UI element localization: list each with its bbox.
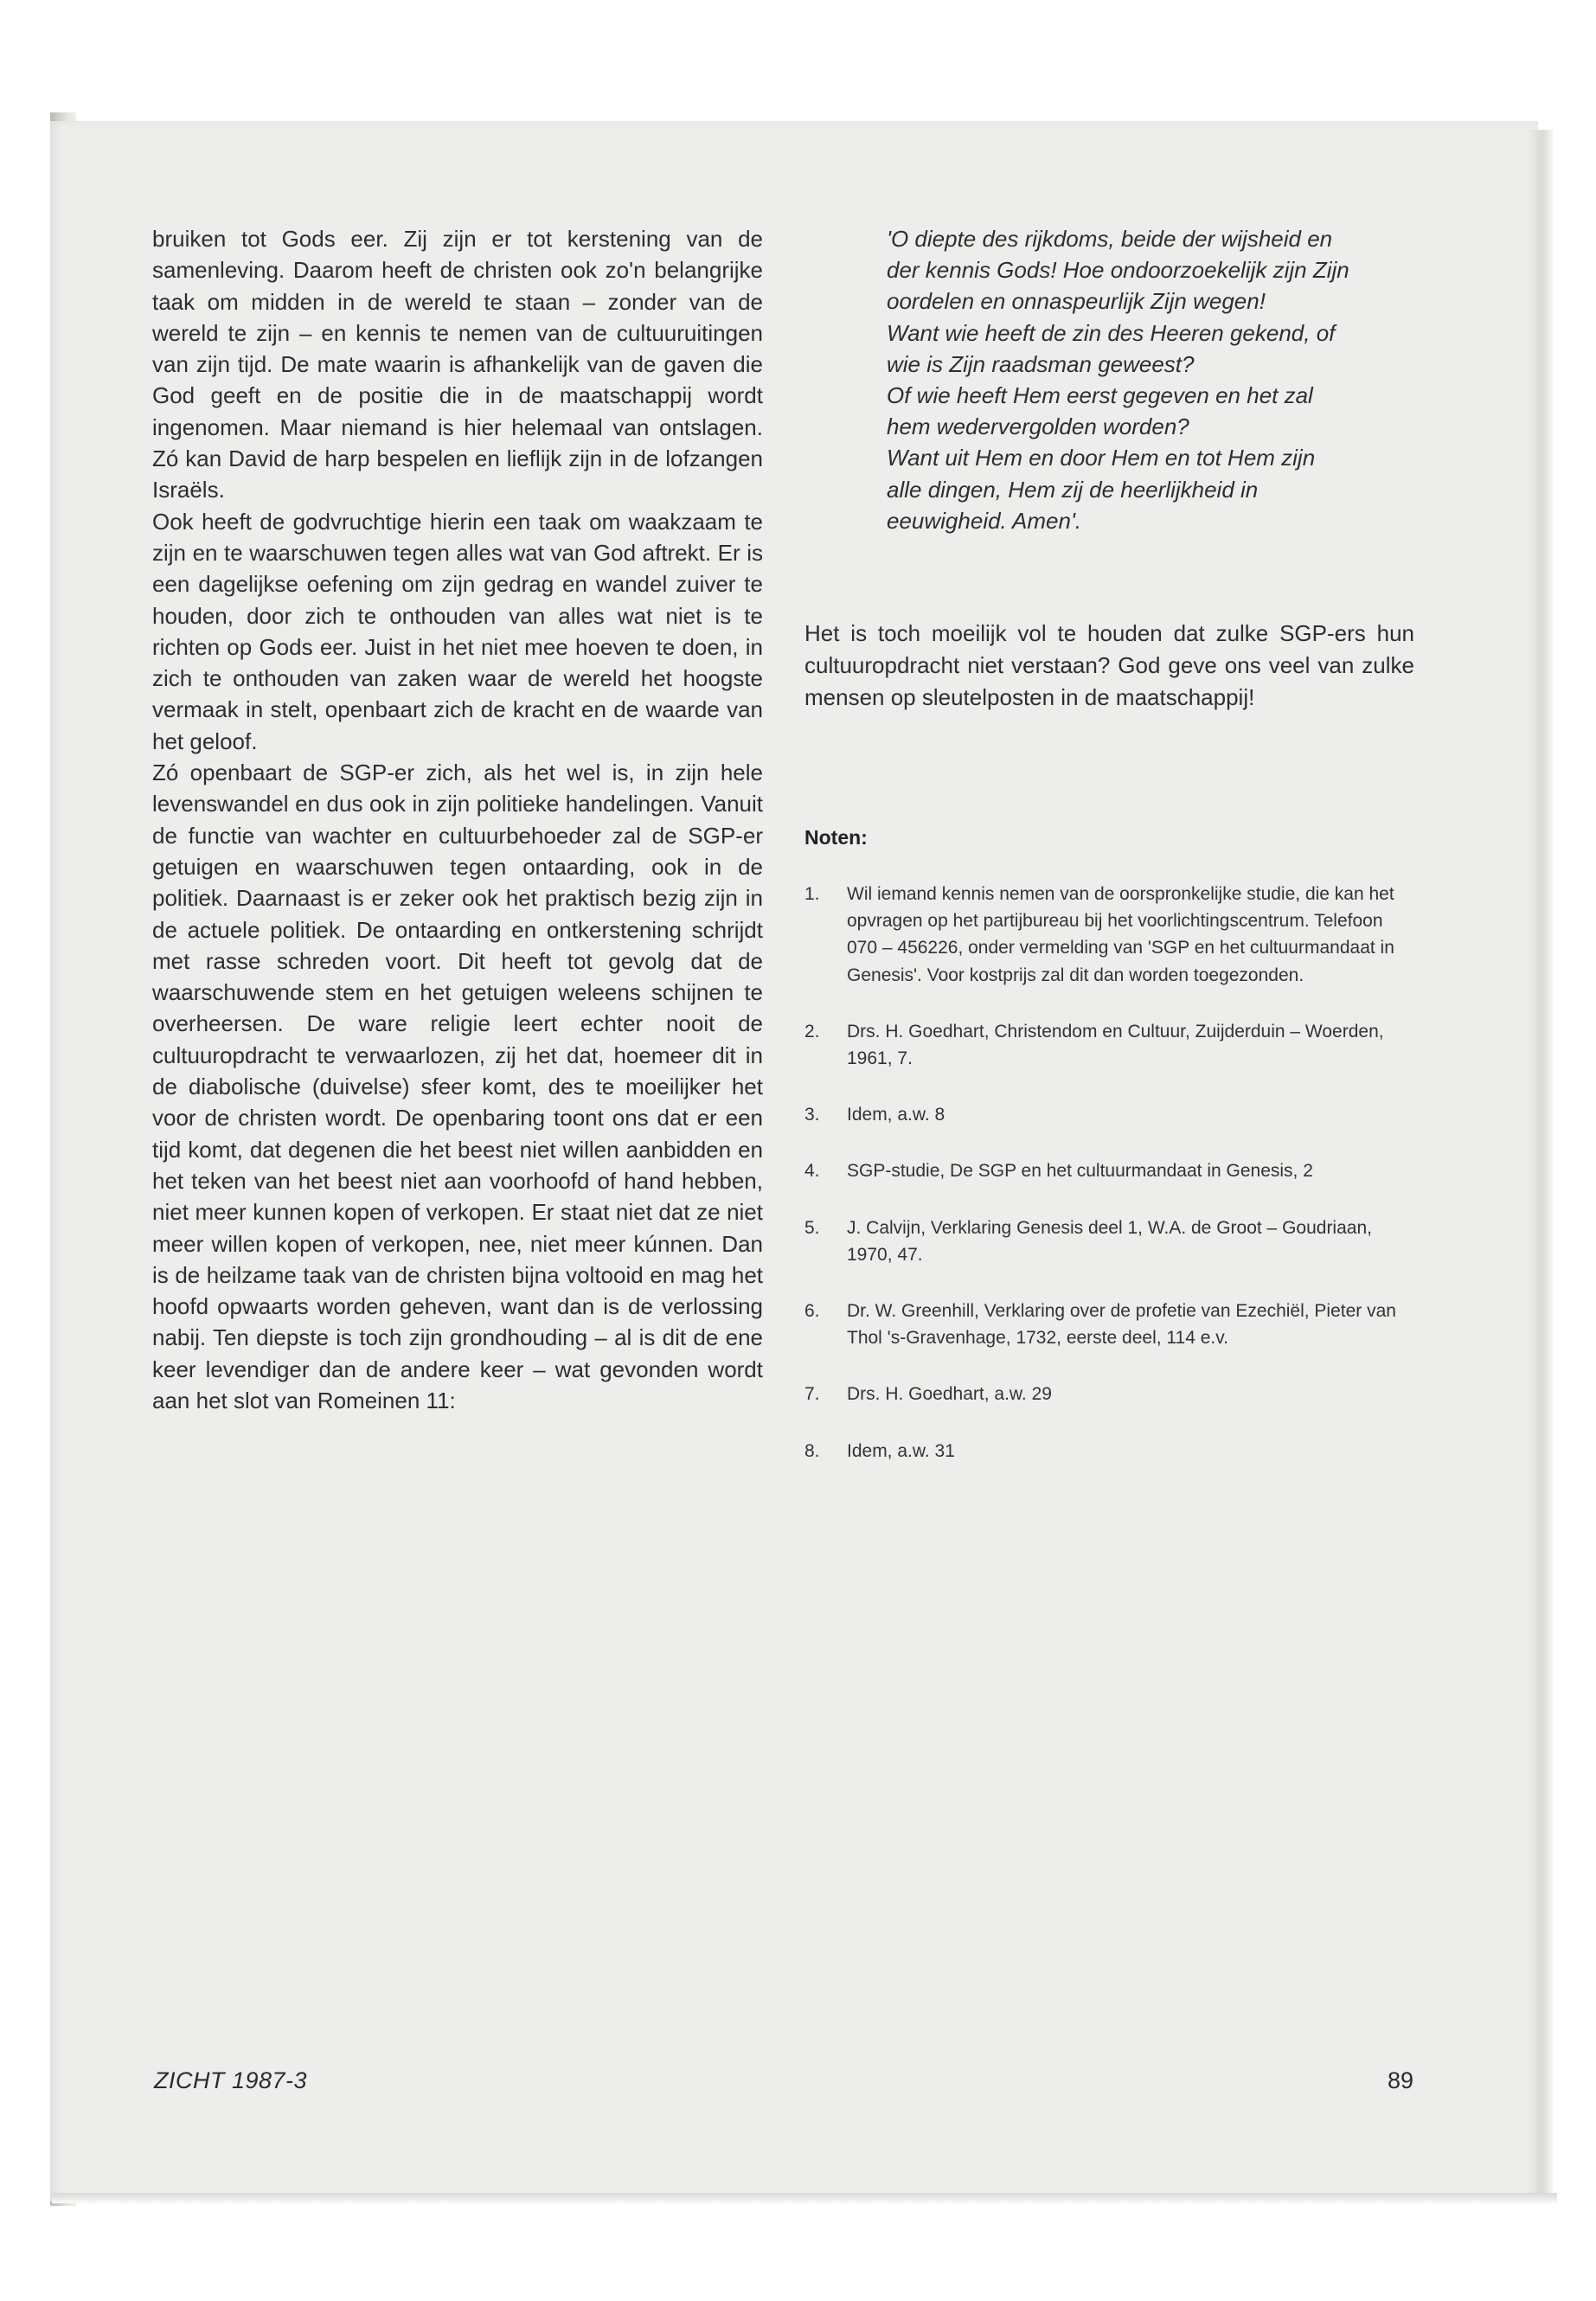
note-text: Wil iemand kennis nemen van de oorspronkelijke studie, die kan het opvragen op het partijbureau bij het voorlichtingscentrum. Telefoon 070 – 456226, onder vermelding van 'SGP en het cultuurmandaat in Genesis'. Voor kostprijs zal dit dan worden toegezonden. bbox=[847, 884, 1394, 985]
note-number: 4. bbox=[804, 1161, 820, 1182]
note-number: 7. bbox=[804, 1384, 820, 1405]
note-text: SGP-studie, De SGP en het cultuurmandaat in Genesis, 2 bbox=[847, 1161, 1313, 1182]
note-number: 1. bbox=[804, 884, 820, 905]
bible-quote bbox=[887, 223, 1352, 536]
note-number: 3. bbox=[804, 1105, 820, 1125]
publication-footer: ZICHT 1987-3 bbox=[154, 2067, 308, 2093]
note-text: Dr. W. Greenhill, Verklaring over de profetie van Ezechiël, Pieter van Thol 's-Gravenhage, 1732, eerste deel, 114 e.v. bbox=[847, 1301, 1396, 1349]
note-text: Drs. H. Goedhart, Christendom en Cultuur, Zuijderduin – Woerden, 1961, 7. bbox=[847, 1021, 1384, 1069]
left-column bbox=[152, 223, 763, 1416]
note-text: J. Calvijn, Verklaring Genesis deel 1, W.A. de Groot – Goudriaan, 1970, 47. bbox=[847, 1217, 1372, 1265]
note-item bbox=[804, 1018, 1414, 1072]
note-number: 6. bbox=[804, 1301, 820, 1322]
note-item bbox=[804, 881, 1414, 989]
page-number: 89 bbox=[1388, 2067, 1414, 2093]
body-paragraph: Ook heeft de godvruchtige hierin een taak om waakzaam te zijn en te waarschuwen tegen alles wat van God aftrekt. Er is een dagelijkse oefening om zijn gedrag en wandel zuiver te houden, door zich te onthouden van alles wat niet is te richten op Gods eer. Juist in het niet mee hoeven te doen, in zich te onthouden van zaken waar de wereld het hoogste vermaak in stelt, openbaart zich de kracht en de waarde van het geloof. bbox=[152, 508, 763, 754]
page-right-edge bbox=[1527, 130, 1553, 2193]
closing-paragraph: Het is toch moeilijk vol te houden dat zulke SGP-ers hun cultuuropdracht niet verstaan? God geve ons veel van zulke mensen op sleutelposten in de maatschappij! bbox=[804, 620, 1414, 711]
note-item bbox=[804, 1101, 1414, 1128]
quote-line: 'O diepte des rijkdoms, beide der wijsheid en der kennis Gods! Hoe ondoorzoekelijk zijn Zijn oordelen en onnaspeurlijk Zijn wegen! bbox=[887, 226, 1349, 315]
note-number: 5. bbox=[804, 1217, 820, 1238]
right-column bbox=[804, 223, 1414, 1494]
page-bottom-edge bbox=[52, 2193, 1557, 2203]
body-paragraph: bruiken tot Gods eer. Zij zijn er tot kerstening van de samenleving. Daarom heeft de christen ook zo'n belangrijke taak om midden in de wereld te staan – zonder van de wereld te zijn – en kennis te nemen van de cultuuruitingen van zijn tijd. De mate waarin is afhankelijk van de gaven die God geeft en de positie die in de maatschappij wordt ingenomen. Maar niemand is hier helemaal van ontslagen. Zó kan David de harp bespelen en lieflijk zijn in de lofzangen Israëls. bbox=[152, 226, 763, 503]
note-number: 8. bbox=[804, 1440, 820, 1461]
body-paragraph: Zó openbaart de SGP-er zich, als het wel is, in zijn hele levenswandel en dus ook in zijn politieke handelingen. Vanuit de functie van wachter en cultuurbehoeder zal de SGP-er getuigen en waarschuwen tegen ontaarding, ook in de politiek. Daarnaast is er zeker ook het praktisch bezig zijn in de actuele politiek. De ontaarding en ontkerstening schrijdt met rasse schreden voort. Dit heeft tot gevolg dat de waarschuwende stem en het getuigen weleens schijnen te overheersen. De ware religie leert echter nooit de cultuuropdracht te verwaarlozen, zij het dat, hoemeer dit in de diabolische (duivelse) sfeer komt, des te moeilijker het voor de christen wordt. De openbaring toont ons dat er een tijd komt, dat degenen die het beest niet willen aanbidden en het teken van het beest niet aan voorhoofd of hand hebben, niet meer kunnen kopen of verkopen. Er staat niet dat ze niet meer willen kopen of verkopen, nee, niet meer kúnnen. Dan is de heilzame taak van de christen bijna voltooid en mag het hoofd opwaarts worden geheven, want dan is de verlossing nabij. Ten diepste is toch zijn grondhouding – al is dit de ene keer levendiger dan de andere keer – wat gevonden wordt aan het slot van Romeinen 11: bbox=[152, 760, 763, 1413]
quote-line: Want uit Hem en door Hem en tot Hem zijn alle dingen, Hem zij de heerlijkheid in eeuwigheid. Amen'. bbox=[887, 445, 1316, 534]
note-item bbox=[804, 1438, 1414, 1465]
note-number: 2. bbox=[804, 1021, 820, 1042]
note-item bbox=[804, 1381, 1414, 1407]
note-item bbox=[804, 1298, 1414, 1351]
notes-heading: Noten: bbox=[804, 826, 868, 849]
note-text: Idem, a.w. 8 bbox=[847, 1105, 945, 1125]
note-item bbox=[804, 1215, 1414, 1268]
note-text: Drs. H. Goedhart, a.w. 29 bbox=[847, 1384, 1052, 1405]
quote-line: Want wie heeft de zin des Heeren gekend, of wie is Zijn raadsman geweest? bbox=[887, 319, 1336, 377]
notes-list bbox=[804, 881, 1414, 1465]
note-text: Idem, a.w. 31 bbox=[847, 1440, 955, 1461]
note-item bbox=[804, 1157, 1414, 1184]
quote-line: Of wie heeft Hem eerst gegeven en het zal hem wedervergolden worden? bbox=[887, 382, 1313, 440]
